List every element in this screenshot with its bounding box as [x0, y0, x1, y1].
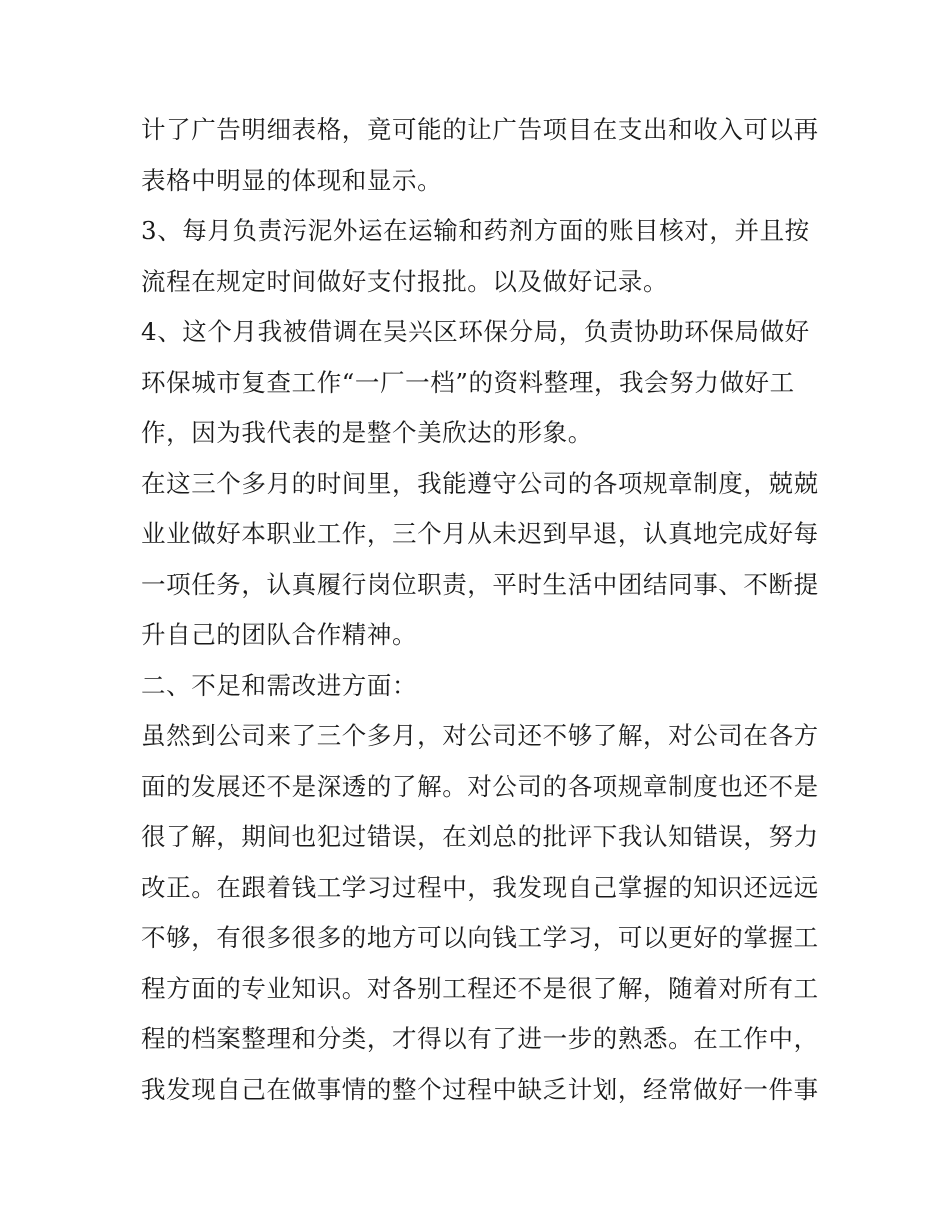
text-line: 不够，有很多很多的地方可以向钱工学习，可以更好的掌握工 [141, 923, 819, 952]
text-line: 我发现自己在做事情的整个过程中缺乏计划，经常做好一件事 [141, 1075, 819, 1104]
text-line: 很了解，期间也犯过错误，在刘总的批评下我认知错误，努力 [141, 822, 819, 851]
text-line: 环保城市复查工作“一厂一档”的资料整理，我会努力做好工 [141, 368, 795, 397]
text-line: 程的档案整理和分类，才得以有了进一步的熟悉。在工作中， [141, 1024, 819, 1053]
text-line: 3、每月负责污泥外运在运输和药剂方面的账目核对，并且按 [141, 216, 810, 245]
text-line: 4、这个月我被借调在吴兴区环保分局，负责协助环保局做好 [141, 317, 810, 346]
text-line: 流程在规定时间做好支付报批。以及做好记录。 [141, 267, 669, 296]
text-line: 表格中明显的体现和显示。 [141, 166, 443, 195]
text-line: 一项任务，认真履行岗位职责，平时生活中团结同事、不断提 [141, 570, 819, 599]
text-line: 计了广告明细表格，竟可能的让广告项目在支出和收入可以再 [141, 115, 819, 144]
text-line: 升自己的团队合作精神。 [141, 620, 418, 649]
text-line: 作，因为我代表的是整个美欣达的形象。 [141, 418, 593, 447]
text-line: 程方面的专业知识。对各别工程还不是很了解，随着对所有工 [141, 974, 819, 1003]
text-line: 虽然到公司来了三个多月，对公司还不够了解，对公司在各方 [141, 721, 819, 750]
section-heading: 二、不足和需改进方面： [141, 671, 418, 700]
text-line: 业业做好本职业工作，三个月从未迟到早退，认真地完成好每 [141, 519, 819, 548]
text-line: 在这三个多月的时间里，我能遵守公司的各项规章制度，兢兢 [141, 469, 819, 498]
text-line: 面的发展还不是深透的了解。对公司的各项规章制度也还不是 [141, 772, 819, 801]
text-line: 改正。在跟着钱工学习过程中，我发现自己掌握的知识还远远 [141, 873, 819, 902]
